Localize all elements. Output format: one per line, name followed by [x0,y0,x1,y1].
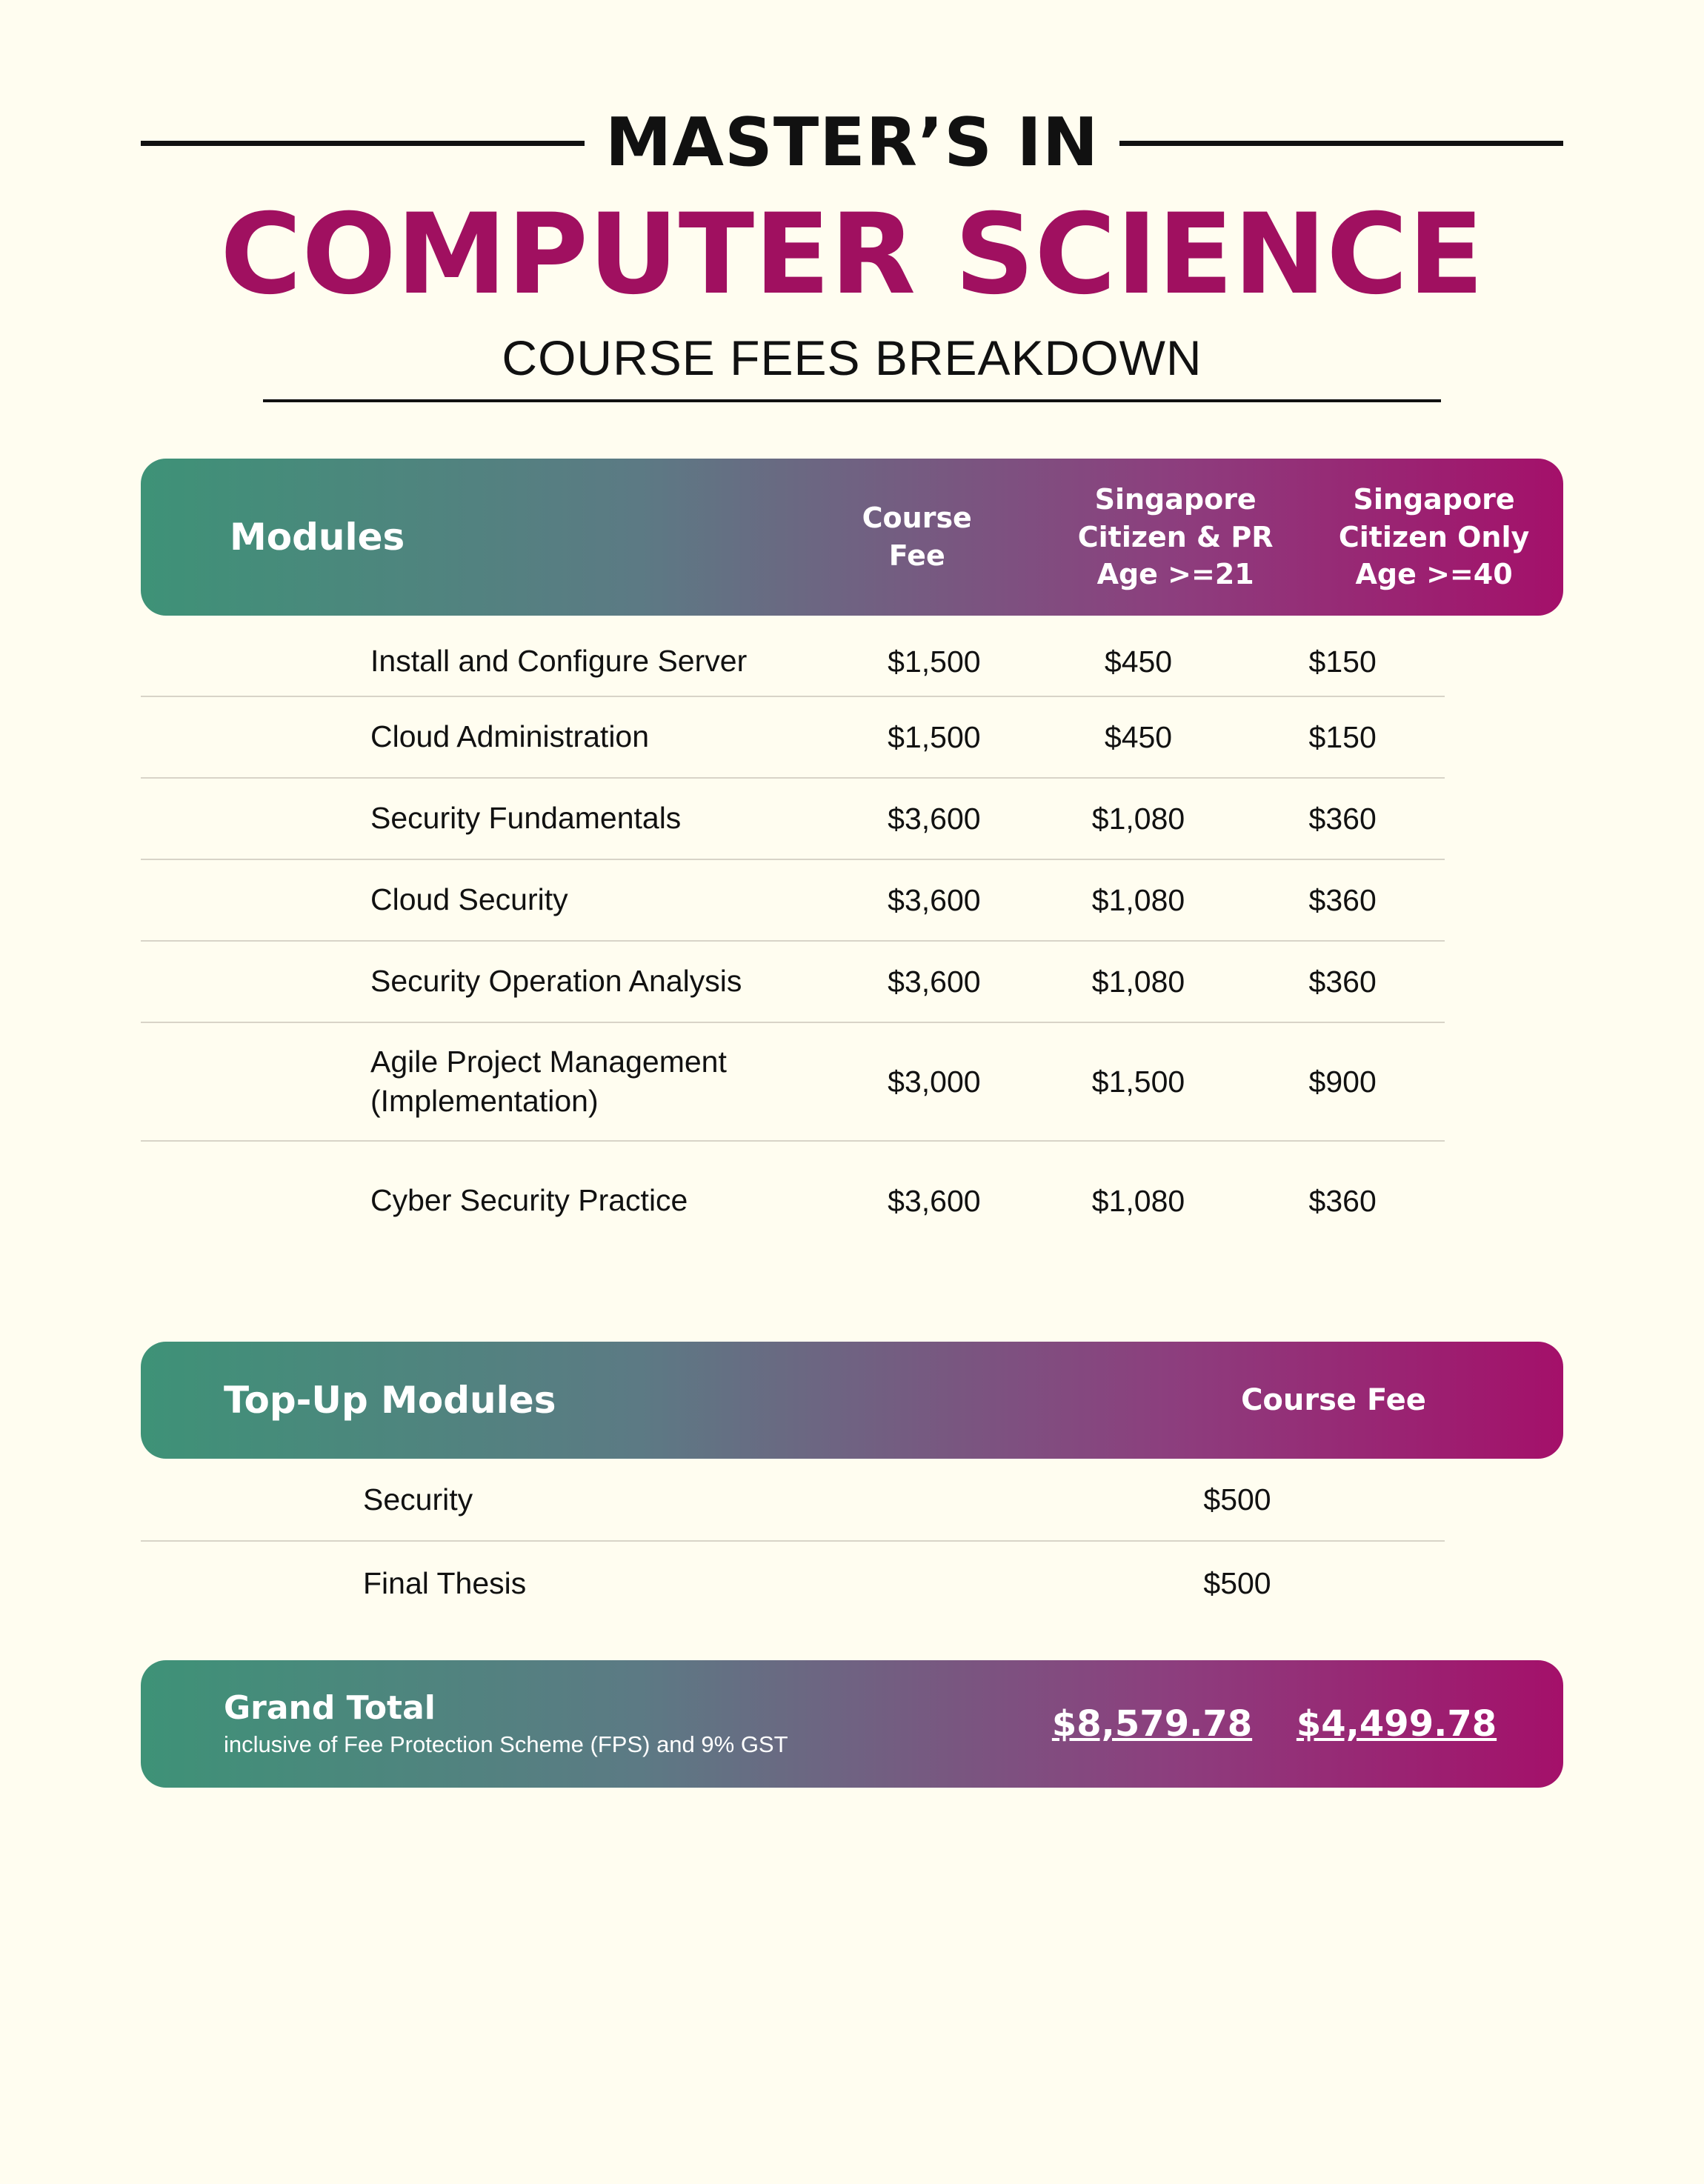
cell-topup-fee: $500 [1203,1482,1271,1517]
column-header-citizen-only-line2: Citizen Only [1338,520,1530,553]
cell-citizen-only: $360 [1308,964,1377,999]
column-header-topup-course-fee: Course Fee [1241,1383,1426,1417]
table-row [141,779,1445,860]
column-header-course-fee-line2: Fee [888,539,945,572]
cell-course-fee: $3,600 [888,882,981,917]
grand-total-note: inclusive of Fee Protection Scheme (FPS) and 9% GST [224,1731,788,1758]
cell-topup-fee: $500 [1203,1565,1271,1600]
kicker-text: MASTER’S IN [605,104,1099,182]
table-row [141,860,1445,942]
table-row [141,616,1445,697]
cell-citizen-only: $360 [1308,882,1377,917]
cell-course-fee: $3,600 [888,1183,981,1218]
table-row [141,942,1445,1023]
grand-total-amount-primary: $8,579.78 [1051,1703,1253,1745]
table-row [141,1459,1445,1542]
cell-topup-module: Security [363,1482,473,1517]
table-row [141,1023,1445,1142]
topup-table [141,1342,1563,1625]
fees-table-body [141,616,1563,1260]
cell-citizen-only: $900 [1308,1064,1377,1099]
cell-citizen-pr: $1,080 [1091,964,1185,999]
cell-module: Security Fundamentals [370,801,682,836]
cell-course-fee: $3,000 [888,1064,981,1099]
cell-citizen-pr: $1,500 [1091,1064,1185,1099]
column-header-modules: Modules [230,516,405,559]
kicker-row [141,104,1563,182]
fees-breakdown-page [0,104,1704,2184]
cell-citizen-only: $360 [1308,801,1377,836]
cell-citizen-pr: $450 [1104,719,1173,754]
column-header-citizen-pr [1046,481,1305,593]
grand-total-labels [224,1690,1030,1759]
cell-module: Cloud Administration [370,719,650,754]
table-row [141,697,1445,779]
cell-course-fee: $1,500 [888,719,981,754]
column-header-citizen-only [1305,481,1563,593]
grand-total-bar [141,1660,1563,1788]
column-header-citizen-pr-line2: Citizen & PR [1077,520,1274,553]
column-header-citizen-only-line1: Singapore [1353,483,1515,516]
cell-module: Cloud Security [370,882,568,917]
cell-module: Install and Configure Server [370,644,748,679]
cell-citizen-pr: $1,080 [1091,801,1185,836]
cell-citizen-only: $150 [1308,644,1377,679]
table-row [141,1542,1445,1625]
fees-table [141,459,1563,1260]
fees-table-header [141,459,1563,616]
cell-topup-module: Final Thesis [363,1565,527,1600]
cell-course-fee: $3,600 [888,801,981,836]
column-header-citizen-pr-line1: Singapore [1094,483,1257,516]
kicker-rule-right [1119,141,1563,146]
column-header-topup-modules: Top-Up Modules [224,1379,556,1422]
topup-table-body [141,1459,1563,1625]
page-title: COMPUTER SCIENCE [220,190,1484,319]
cell-module: Agile Project Management (Implementation) [370,1044,727,1118]
cell-module: Security Operation Analysis [370,964,742,999]
column-header-citizen-only-line3: Age >=40 [1355,558,1513,591]
subtitle-wrap [263,330,1441,402]
grand-total-amount-secondary: $4,499.78 [1296,1703,1497,1745]
page-subtitle: COURSE FEES BREAKDOWN [502,330,1202,385]
cell-course-fee: $3,600 [888,964,981,999]
grand-total-title: Grand Total [224,1688,436,1727]
column-header-course-fee-line1: Course [862,502,972,535]
cell-citizen-only: $360 [1308,1183,1377,1218]
cell-citizen-pr: $1,080 [1091,1183,1185,1218]
table-row [141,1142,1445,1260]
cell-module: Cyber Security Practice [370,1183,688,1218]
topup-table-header [141,1342,1563,1459]
cell-citizen-pr: $450 [1104,644,1173,679]
cell-citizen-only: $150 [1308,719,1377,754]
column-header-course-fee [788,499,1046,574]
kicker-rule-left [141,141,585,146]
column-header-citizen-pr-line3: Age >=21 [1096,558,1254,591]
cell-course-fee: $1,500 [888,644,981,679]
cell-citizen-pr: $1,080 [1091,882,1185,917]
